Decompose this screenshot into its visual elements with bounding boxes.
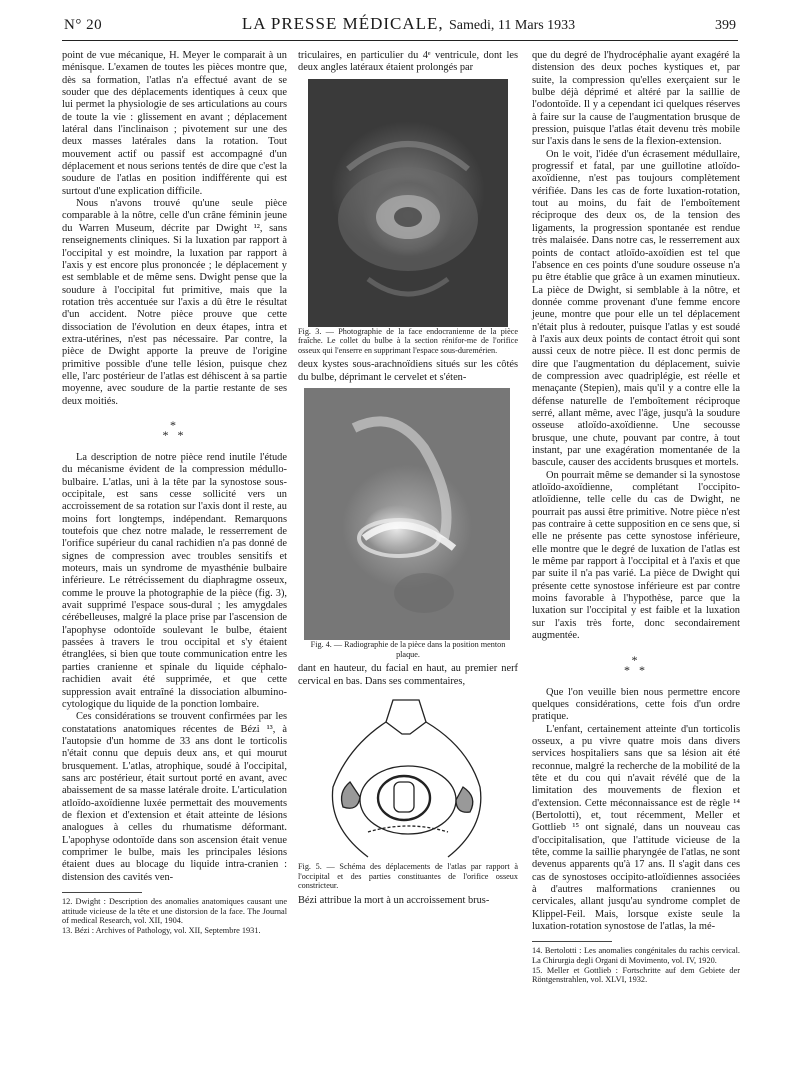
figure-3 <box>298 79 518 356</box>
paragraph: La description de notre pièce rend inutile l'étude du mécanisme évident de la compression médullo-bulbaire. L'atlas, uni à la tête par la synostose sous-occipitale, est sans cesse sollicité vers un accroissement de sa rotation sur l'axis dont il reste, au moins fort longtemps, indépendant. Remarquons toutefois que chez notre malade, le resserrement de l'orifice supérieur du canal rachidien n'a pas donné de signes de compression avec troubles sensitifs et moteurs, mais un syndrome de myasthénie bulbaire inférieure. Le rétrécissement du diaphragme osseux, comme le prouve la photographie de la pièce (fig. 3), avait supprimé l'espace sous-dural ; les amygdales cérébelleuses, malgré la place prise par l'ascension de l'apophyse odontoïde soulevant le bulbe, étaient passées à travers le trou occipital et s'y étaient étranglées, si bien que toute communication entre les parties cranienne et spinale du liquide céphalo-rachidien avait été supprimée, et que cette suppression avait entraîné la dissociation albumino-cytologique du liquide de la ponction lombaire. <box>62 451 287 710</box>
paragraph: L'enfant, certainement atteinte d'un torticolis osseux, a pu vivre quatre mois dans divers services hospitaliers sans que sa lésion ait été reconnue, malgré la recherche de la mobilité de la tête et du cou qui n'avait révélé que de la limitation des mouvements de flexion et d'extension. Cette méconnaissance est de règle ¹⁴ (Bertolotti), et, tout récemment, Meller et Gottlieb ¹⁵ ont signalé, dans un nouveau cas d'occipitalisation, que l'attitude vicieuse de la tête, comme la saillie pharyngée de l'atlas, ne sont devenus apparents qu'à 17 ans. Il s'agit dans ces cas de synostoses occipito-atloïdiennes associées à d'autres malformations craniennes ou cervicales, allant jusqu'au syndrome complet de Klippel-Feil. Mais, lorsque existe seule la luxation-rotation synostose de l'atlas, la mé- <box>532 723 740 933</box>
paragraph: Nous n'avons trouvé qu'une seule pièce comparable à la nôtre, celle d'un crâne féminin jeune du Warren Museum, décrite par Dwight ¹², sans renseignements cliniques. Si la luxation par rapport à l'occipital y est moindre, la luxation par rapport à l'axis y est encore plus prononcée ; le déplacement y est semblable et de même sens. Dwight pense que la soudure à l'occipital fut primitive, mais que la rotation très accentuée sur l'axis a dû être le résultat d'un accident. Notre pièce prouve que cette dissociation de l'évolution en deux étapes, intra et extra-utérines, n'est pas nécessaire. Par contre, la pièce de Dwight apporte la preuve de l'origine primitive possible d'une telle lésion, puisque chez elle, l'arc postérieur de l'atlas est déhiscent à sa partie moyenne, avec soudure de la partie restante de ses deux moitiés. <box>62 198 287 407</box>
footnote: 14. Bertolotti : Les anomalies congénitales du rachis cervical. La Chirurgia degli Organi di Movimento, vol. IV, 1920. <box>532 946 740 965</box>
issue-number: N° 20 <box>64 17 103 33</box>
paragraph: On le voit, l'idée d'un écrasement médullaire, progressif et fatal, par une guillotine atloïdo-axoïdienne, n'est pas toujours complètement vérifiée. Dans les cas de forte luxation-rotation, tout au moins, du fait de l'emboîtement réciproque des deux os, de la tension des ligaments, la progression spontanée est rendue très malaisée. Dans notre cas, le resserrement aux points de contact atloïdo-axoïdien est tel que l'absence en ces points d'une soudure osseuse n'a pu être établie que grâce à un examen minutieux. La pièce de Dwight, si semblable à la nôtre, et donnée comme provenant d'une femme encore jeune, montre que pour elle un tel déplacement n'était plus à redouter, puisque l'atlas y est soudé à l'axis aux deux points de contact étroit qui sont aussi ceux de notre pièce. Il est donc permis de dire que l'augmentation du déplacement, suivie de compression avec quadriplégie, est réelle et menaçante (Stepien), mais qu'il y a contre elle la défense naturelle de l'emboîtement réciproque serré, allant même, avec l'âge, jusqu'à la soudure osseuse atloïdo-axoïdienne. Une secousse brusque, une chute, pouvant par contre, à tout instant, par une exagération momentanée de la bascule, causer des accidents brusques et mortels. <box>532 148 740 469</box>
page-header <box>64 14 736 38</box>
paragraph: triculaires, en particulier du 4ᵉ ventricule, dont les deux angles latéraux étaient prolongés par <box>298 50 518 74</box>
header-rule <box>62 40 738 41</box>
footnote-rule <box>532 941 612 942</box>
paragraph: On pourrait même se demander si la synostose atloïdo-axoïdienne, complétant l'occipito-atloïdienne, telle celle du cas de Dwight, ne pourrait pas aussi être primitive. Notre pièce n'est pas contraire à cette supposition en ce sens que, si elle ne présente pas cette synostose inférieure, elle montre que le degré de luxation de l'atlas est le même par rapport à l'occipital et à l'axis et que par suite il n'a pas varié. La pièce de Dwight qui présente cette synostose inférieure est par contre moins favorable à l'hypothèse, parce que la luxation sur l'occipital y est faible et la luxation sur l'axis très forte, donc secondairement augmentée. <box>532 469 740 642</box>
section-separator: * * * <box>624 652 648 677</box>
odontoid-section <box>394 782 414 812</box>
paragraph: Que l'on veuille bien nous permettre encore quelques considérations, cette fois d'un ordre pratique. <box>532 686 740 723</box>
lateral-mass-left <box>342 782 360 808</box>
paragraph: que du degré de l'hydrocéphalie ayant exagéré la distension des deux poches kystiques et, par suite, la compression qu'elles exerçaient sur le bulbe déjà déprimé et altéré par la saillie de l'odontoïde. Il y a cependant ici quelques réserves à faire sur la cause de l'augmentation brusque de pression, puisque l'atlas était devenu très mobile sur l'axis dans le sens de la flexion-extension. <box>532 50 740 148</box>
paragraph: point de vue mécanique, H. Meyer le comparait à un ménisque. L'examen de toutes les pièces montre que, dès sa formation, l'atlas n'a effectué avant de se souder que des déplacements identiques à ceux que lui permet la physiologie de ses articulations au cours de toute la vie : glissement en avant ; déplacement latéral dans l'inclinaison ; pivotement sur une des deux masses latérales dans la rotation. Tout mouvement actif ou passif est accompagné d'un déplacement et nous serions tentés de dire que c'est la soudure de l'atlas en position indifférente qui est surtout d'une explication difficile. <box>62 50 287 197</box>
paragraph: Ces considérations se trouvent confirmées par les constatations anatomiques récentes de Bézi ¹³, à l'autopsie d'un homme de 33 ans dont le torticolis n'était connu que depuis deux ans, et qui mourut brusquement. L'atlas, atrophique, soudé à l'occipital, sans arc postérieur, était surtout porté en avant, avec abaissement de sa masse latérale droite. L'articulation atloïdo-axoïdienne luxée permettait des mouvements de flexion et d'extension et était atteinte de lésions analogues à celles du rhumatisme déformant. L'apophyse odontoïde dans son ascension était venue comprimer le bulbe, mais les principales lésions étaient dues au blocage du liquide intra-cranien : distension des cavités ven- <box>62 711 287 883</box>
column-right <box>532 50 740 985</box>
footnote-rule <box>62 892 142 893</box>
endocranial-photograph <box>308 79 508 327</box>
paragraph: Bézi attribue la mort à un accroissement brus- <box>298 894 490 906</box>
journal-name: LA PRESSE MÉDICALE, <box>241 14 444 33</box>
paragraph: deux kystes sous-arachnoïdiens situés sur les côtés du bulbe, déprimant le cervelet et s'éten- <box>298 359 518 383</box>
footnote: 13. Bézi : Archives of Pathology, vol. XII, Septembre 1931. <box>62 925 261 935</box>
issue-date: Samedi, 11 Mars 1933 <box>448 18 576 33</box>
odontoid-outline <box>386 700 426 734</box>
column-left <box>62 50 287 935</box>
figure-5 <box>298 692 518 891</box>
figure-caption: Fig. 3. — Photographie de la face endocranienne de la pièce fraîche. Le collet du bulbe à la section rénifor-me de l'orifice osseux qui l'enserre en supprimant l'espace sous-duremérien. <box>298 326 518 355</box>
atlas-schema-drawing <box>298 692 514 862</box>
figure-4 <box>298 388 518 659</box>
posterior-arch <box>368 826 448 832</box>
page-number: 399 <box>715 18 736 33</box>
radiograph-texture <box>304 388 510 640</box>
footnote: 15. Meller et Gottlieb : Fortschritte auf dem Gebiete der Röntgenstrahlen, vol. XLVI, 1932. <box>532 965 740 985</box>
footnote: 12. Dwight : Description des anomalies anatomiques causant une attitude vicieuse de la tête et une distorsion de la face. The Journal of medical Research, vol. XII, 1904. <box>62 897 287 926</box>
figure-caption: Fig. 4. — Radiographie de la pièce dans la position menton plaque. <box>310 640 506 659</box>
journal-title <box>242 14 575 34</box>
lateral-mass-right <box>456 787 473 812</box>
column-middle <box>298 50 518 907</box>
radiograph <box>304 388 510 640</box>
section-separator: * * * <box>162 417 187 442</box>
figure-caption: Fig. 5. — Schéma des déplacements de l'atlas par rapport à l'occipital et des parties constituantes de l'orifice osseux constricteur. <box>298 862 518 891</box>
paragraph: dant en hauteur, du facial en haut, au premier nerf cervical en bas. Dans ses commentaires, <box>298 663 518 687</box>
photo-texture <box>308 79 508 327</box>
